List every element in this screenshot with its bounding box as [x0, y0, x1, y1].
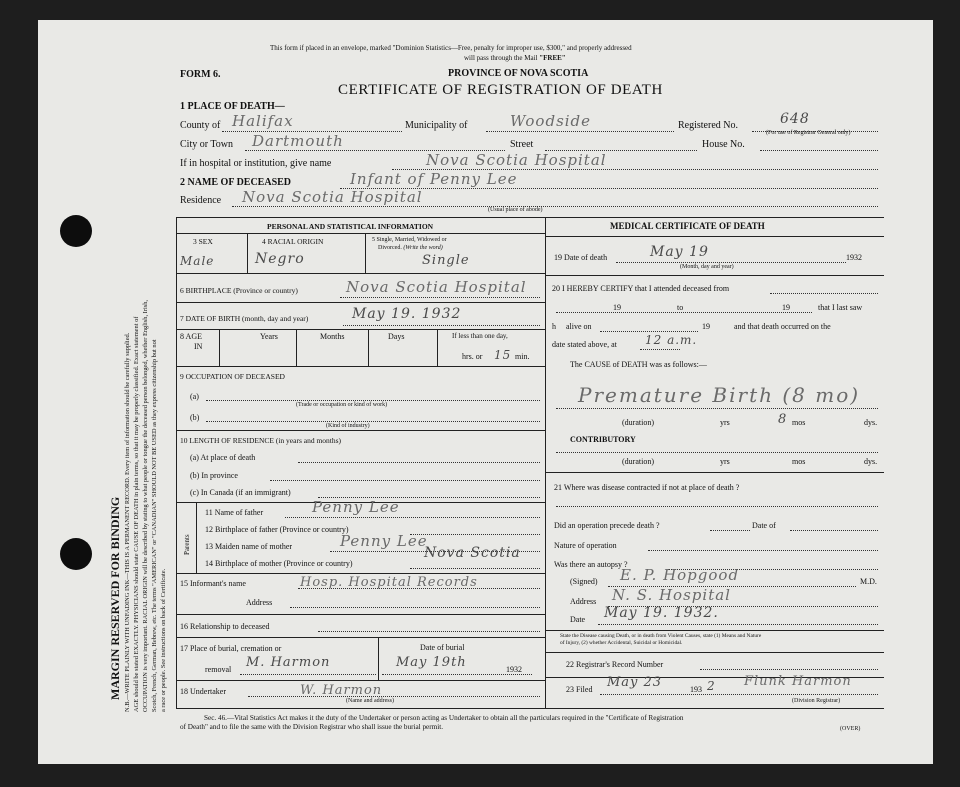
certificate-title: CERTIFICATE OF REGISTRATION OF DEATH: [338, 82, 663, 98]
filed-label: 23 Filed: [566, 685, 593, 694]
certificate-date-label: Date: [570, 615, 586, 624]
filed-date-value: May 23: [607, 675, 663, 690]
marital-label-1: 5 Single, Married, Widowed or: [372, 237, 447, 243]
last-saw-label: that I last saw: [818, 303, 863, 312]
certify-label: 20 I HEREBY CERTIFY that I attended deceased from: [552, 284, 730, 293]
duration-label-1: (duration): [622, 418, 654, 427]
occupation-b-note: (Kind of industry): [326, 423, 370, 429]
division-registrar-signature: Flunk Harmon: [744, 674, 852, 689]
dys-label-2: dys.: [864, 457, 878, 466]
contracted-label: 21 Where was disease contracted if not at place of death ?: [554, 483, 740, 492]
dob-value: May 19. 1932: [352, 306, 462, 322]
nineteen-3: 19: [702, 322, 710, 331]
informant-address-label: Address: [246, 598, 273, 607]
name-of-deceased-value: Infant of Penny Lee: [350, 170, 518, 188]
registrar-record-label: 22 Registrar's Record Number: [566, 660, 664, 669]
time-of-death-value: 12 a.m.: [645, 333, 698, 347]
county-label: County of: [180, 120, 221, 131]
physician-address-value: N. S. Hospital: [612, 586, 731, 604]
filed-year-value: 2: [707, 679, 716, 693]
form-number: FORM 6.: [180, 69, 221, 80]
sex-value: Male: [180, 254, 215, 268]
mother-name-value: Penny Lee: [340, 532, 428, 550]
undertaker-note: (Name and address): [346, 698, 394, 704]
violent-causes-note-1: State the Disease causing Death, or in death from Violent Causes, state (1) Means and Nature: [560, 633, 762, 639]
hospital-value: Nova Scotia Hospital: [426, 151, 607, 169]
dob-label: 7 DATE OF BIRTH (month, day and year): [180, 314, 309, 323]
occupation-a: (a): [190, 392, 199, 401]
residence-b: (b) In province: [190, 471, 238, 480]
removal-value: M. Harmon: [246, 655, 331, 670]
instructions-line-5: a race or people. See instructions on back of Certificate.: [160, 568, 167, 712]
county-value: Halifax: [232, 112, 294, 130]
father-name-value: Penny Lee: [312, 498, 400, 516]
residence-note: (Usual place of abode): [488, 207, 543, 213]
alive-on-label: alive on: [566, 322, 592, 331]
binding-margin-label: MARGIN RESERVED FOR BINDING: [108, 496, 122, 700]
instructions-line-3: OCCUPATION is very important. RACIAL ORIGIN will be described by stating to what people or tongue the deceased person belonged, whether English, Irish,: [142, 300, 149, 712]
duration-months-value: 8: [778, 412, 788, 427]
street-label: Street: [510, 139, 534, 150]
hospital-label: If in hospital or institution, give name: [180, 158, 332, 169]
division-registrar-note: (Division Registrar): [792, 698, 841, 704]
instructions-line-1: N.B.—WRITE PLAINLY WITH UNFADING INK—THIS IS A PERMANENT RECORD. Every item of information should be carefully supplied.: [124, 332, 131, 712]
removal-label: removal: [205, 665, 232, 674]
personal-heading: PERSONAL AND STATISTICAL INFORMATION: [267, 222, 434, 231]
mos-label-1: mos: [792, 418, 806, 427]
burial-year: 1932: [506, 665, 522, 674]
registrar-note: (For use of Registrar General only): [766, 130, 851, 136]
physician-address-label: Address: [570, 597, 597, 606]
death-date-label: 19 Date of death: [554, 253, 608, 262]
burial-place-label: 17 Place of burial, cremation or: [180, 644, 282, 653]
province-heading: PROVINCE OF NOVA SCOTIA: [448, 68, 589, 79]
months-label: Months: [320, 332, 345, 341]
duration-label-2: (duration): [622, 457, 654, 466]
name-of-deceased-label: 2 NAME OF DECEASED: [180, 177, 292, 188]
yrs-label-1: yrs: [720, 418, 730, 427]
contributory-label: CONTRIBUTORY: [570, 435, 636, 444]
house-no-label: House No.: [702, 139, 745, 150]
nineteen-1: 19: [613, 303, 621, 312]
registered-no-label: Registered No.: [678, 120, 738, 131]
min-label: min.: [515, 352, 530, 361]
mos-label-2: mos: [792, 457, 806, 466]
to-label: to: [677, 303, 684, 312]
operation-label: Did an operation precede death ?: [554, 521, 660, 530]
burial-date-value: May 19th: [396, 655, 467, 670]
relationship-label: 16 Relationship to deceased: [180, 622, 270, 631]
certificate-date-value: May 19. 1932.: [604, 605, 719, 621]
mail-notice-2: will pass through the Mail "FREE": [464, 54, 566, 62]
filed-year-prefix: 193: [690, 685, 702, 694]
occupation-b: (b): [190, 413, 200, 422]
informant-value: Hosp. Hospital Records: [300, 575, 478, 590]
mail-notice-1: This form if placed in an envelope, marked "Dominion Statistics—Free, penalty for improper use, $300," and properly addressed: [270, 44, 632, 52]
death-date-note: (Month, day and year): [680, 264, 734, 270]
yrs-label-2: yrs: [720, 457, 730, 466]
footer-line-1: Sec. 46.—Vital Statistics Act makes it the duty of the Undertaker or person acting as Undertaker to obtain all the particulars required in the "Certificate of Registration: [204, 714, 684, 722]
h-label: h: [552, 322, 556, 331]
md-label: M.D.: [860, 577, 877, 586]
occupation-a-note: (Trade or occupation or kind of work): [296, 402, 388, 408]
burial-date-label: Date of burial: [420, 643, 465, 652]
birthplace-value: Nova Scotia Hospital: [346, 278, 527, 296]
residence-c: (c) In Canada (if an immigrant): [190, 488, 291, 497]
residence-label: Residence: [180, 195, 222, 206]
less-than-day-label: If less than one day,: [452, 332, 508, 340]
informant-label: 15 Informant's name: [180, 579, 246, 588]
mother-name-label: 13 Maiden name of mother: [205, 542, 293, 551]
medical-heading: MEDICAL CERTIFICATE OF DEATH: [610, 221, 765, 231]
years-label: Years: [260, 332, 278, 341]
parents-label: Parents: [183, 534, 191, 555]
days-label: Days: [388, 332, 405, 341]
residence-value: Nova Scotia Hospital: [242, 188, 423, 206]
municipality-value: Woodside: [510, 112, 592, 130]
operation-date-label: Date of: [752, 521, 776, 530]
father-name-label: 11 Name of father: [205, 508, 264, 517]
nature-of-operation-label: Nature of operation: [554, 541, 617, 550]
death-date-value: May 19: [650, 244, 709, 260]
father-birthplace-label: 12 Birthplace of father (Province or country): [205, 525, 349, 534]
signed-label: (Signed): [570, 577, 598, 586]
mother-birthplace-label: 14 Birthplace of mother (Province or country): [205, 559, 353, 568]
instructions-line-2: AGE should be stated EXACTLY. PHYSICIANS should state CAUSE OF DEATH in plain terms, so that it may be properly classified. Exact statement of: [133, 316, 140, 712]
date-stated-label: date stated above, at: [552, 340, 617, 349]
racial-origin-label: 4 RACIAL ORIGIN: [262, 237, 324, 246]
hrs-label: hrs. or: [462, 352, 483, 361]
place-of-death-label: 1 PLACE OF DEATH—: [180, 101, 285, 112]
occupation-label: 9 OCCUPATION OF DECEASED: [180, 372, 285, 381]
autopsy-label: Was there an autopsy ?: [554, 560, 628, 569]
binder-hole-top: [60, 215, 92, 247]
binder-hole-bottom: [60, 538, 92, 570]
racial-origin-value: Negro: [255, 251, 305, 267]
undertaker-value: W. Harmon: [300, 683, 383, 698]
marital-label-2: Divorced. (Write the word): [378, 245, 443, 251]
age-label-1: 8 AGE: [180, 332, 202, 341]
cause-label: The CAUSE of DEATH was as follows:—: [570, 360, 707, 369]
nineteen-2: 19: [782, 303, 790, 312]
age-label-2: IN: [194, 342, 203, 351]
residence-length-label: 10 LENGTH OF RESIDENCE (in years and months): [180, 436, 342, 445]
min-value: 15: [494, 348, 512, 362]
city-value: Dartmouth: [252, 132, 344, 150]
residence-a: (a) At place of death: [190, 453, 256, 462]
death-occurred-label: and that death occurred on the: [734, 322, 831, 331]
physician-signature: E. P. Hopgood: [620, 566, 740, 584]
marital-status-value: Single: [422, 253, 470, 268]
city-label: City or Town: [180, 139, 234, 150]
over-label: (OVER): [840, 726, 861, 732]
mother-birthplace-value: Nova Scotia: [424, 545, 521, 561]
death-year: 1932: [846, 253, 862, 262]
birthplace-label: 6 BIRTHPLACE (Province or country): [180, 286, 298, 295]
instructions-line-4: Scotch, French, German, Hebrew, etc. The terms "AMERICAN" or "CANADIAN" SHOULD NOT BE USED as they express citizenship but not: [151, 339, 158, 712]
dys-label-1: dys.: [864, 418, 878, 427]
undertaker-label: 18 Undertaker: [180, 687, 226, 696]
cause-of-death-value: Premature Birth (8 mo): [578, 383, 861, 407]
footer-line-2: of Death" and to file the same with the Division Registrar who shall issue the burial permit.: [180, 723, 444, 731]
sex-label: 3 SEX: [193, 237, 213, 246]
violent-causes-note-2: of Injury, (2) whether Accidental, Suicidal or Homicidal.: [560, 640, 683, 646]
municipality-label: Municipality of: [405, 120, 468, 131]
registered-no-value: 648: [780, 111, 810, 127]
